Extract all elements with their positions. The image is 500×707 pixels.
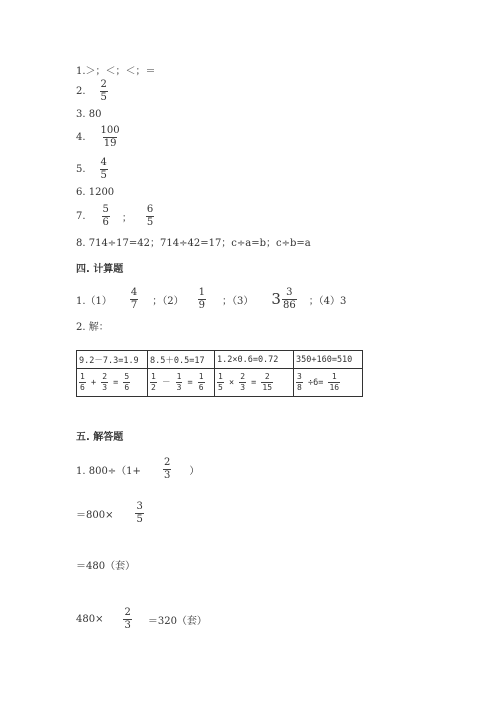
table-cell: 350+160=510 bbox=[294, 351, 363, 369]
fraction: $\frac{2}{3}$ bbox=[240, 372, 246, 392]
answer-6: 6. 1200 bbox=[76, 187, 115, 198]
answer-8: 8. 714÷17=42；714÷42=17；c÷a=b；c÷b=a bbox=[76, 238, 311, 249]
solution-line-3: ＝480（套） bbox=[76, 561, 136, 572]
answer-2: 2. $\frac{2}{5}$ bbox=[76, 78, 107, 103]
section-4-heading: 四. 计算题 bbox=[76, 264, 124, 275]
answer-5: 5. $\frac{4}{5}$ bbox=[76, 156, 107, 181]
fraction: $\frac{5}{6}$ bbox=[102, 203, 109, 228]
table-cell: 8.5＋0.5=17 bbox=[148, 351, 215, 369]
fraction: $\frac{4}{5}$ bbox=[100, 156, 107, 181]
fraction: $\frac{3}{8}$ bbox=[297, 372, 302, 392]
answer-4: 4. $\frac{100}{19}$ bbox=[76, 124, 120, 149]
solution-line-2: ＝800× $\frac{3}{5}$ bbox=[76, 500, 143, 525]
fraction: $\frac{5}{6}$ bbox=[124, 372, 130, 392]
fraction: $\frac{1}{6}$ bbox=[80, 372, 85, 392]
table-cell: $\frac{1}{5}$ × $\frac{2}{3}$ = $\frac{2}{15}$ bbox=[215, 369, 294, 397]
fraction: $\frac{100}{19}$ bbox=[100, 124, 120, 149]
table-cell: 9.2－7.3=1.9 bbox=[77, 351, 148, 369]
solution-line-1: 1. 800÷（1+ $\frac{2}{3}$ ） bbox=[76, 456, 200, 481]
section-4-q1: 1.（1） $\frac{4}{7}$ ；（2） $\frac{1}{9}$ ；（3） 3 $\frac{3}{86}$ ；（4）3 bbox=[76, 286, 347, 311]
fraction: $\frac{2}{3}$ bbox=[102, 372, 108, 392]
answer-7: 7. $\frac{5}{6}$ ； $\frac{6}{5}$ bbox=[76, 203, 154, 228]
fraction: $\frac{2}{3}$ bbox=[163, 456, 171, 481]
table-row bbox=[77, 351, 363, 369]
answer-1: 1.＞；＜；＜；＝ bbox=[76, 66, 156, 77]
fraction: $\frac{1}{9}$ bbox=[198, 286, 206, 311]
solution-line-4: 480× $\frac{2}{3}$ ＝320（套） bbox=[76, 606, 207, 631]
fraction: $\frac{2}{15}$ bbox=[262, 372, 273, 392]
table-cell: $\frac{1}{6}$ + $\frac{2}{3}$ = $\frac{5}{6}$ bbox=[77, 369, 148, 397]
fraction: $\frac{2}{5}$ bbox=[100, 78, 107, 103]
table-row bbox=[77, 369, 363, 397]
fraction: $\frac{1}{5}$ bbox=[218, 372, 223, 392]
fraction: $\frac{1}{3}$ bbox=[176, 372, 182, 392]
fraction: $\frac{1}{16}$ bbox=[329, 372, 340, 392]
mixed-number: 3 $\frac{3}{86}$ bbox=[271, 286, 296, 311]
section-4-q2: 2. 解： bbox=[76, 322, 109, 333]
calculation-table bbox=[76, 350, 363, 397]
fraction: $\frac{3}{5}$ bbox=[136, 500, 143, 525]
section-5-heading: 五. 解答题 bbox=[76, 432, 124, 443]
fraction: $\frac{1}{6}$ bbox=[198, 372, 204, 392]
fraction: $\frac{4}{7}$ bbox=[130, 286, 138, 311]
answer-3: 3. 80 bbox=[76, 109, 102, 120]
table-cell: 1.2×0.6=0.72 bbox=[215, 351, 294, 369]
fraction: $\frac{1}{2}$ bbox=[151, 372, 156, 392]
table-cell: $\frac{1}{2}$ － $\frac{1}{3}$ = $\frac{1}{6}$ bbox=[148, 369, 215, 397]
fraction: $\frac{3}{86}$ bbox=[282, 286, 296, 311]
fraction: $\frac{6}{5}$ bbox=[146, 203, 154, 228]
table-cell: $\frac{3}{8}$ ÷6= $\frac{1}{16}$ bbox=[294, 369, 363, 397]
fraction: $\frac{2}{3}$ bbox=[124, 606, 131, 631]
